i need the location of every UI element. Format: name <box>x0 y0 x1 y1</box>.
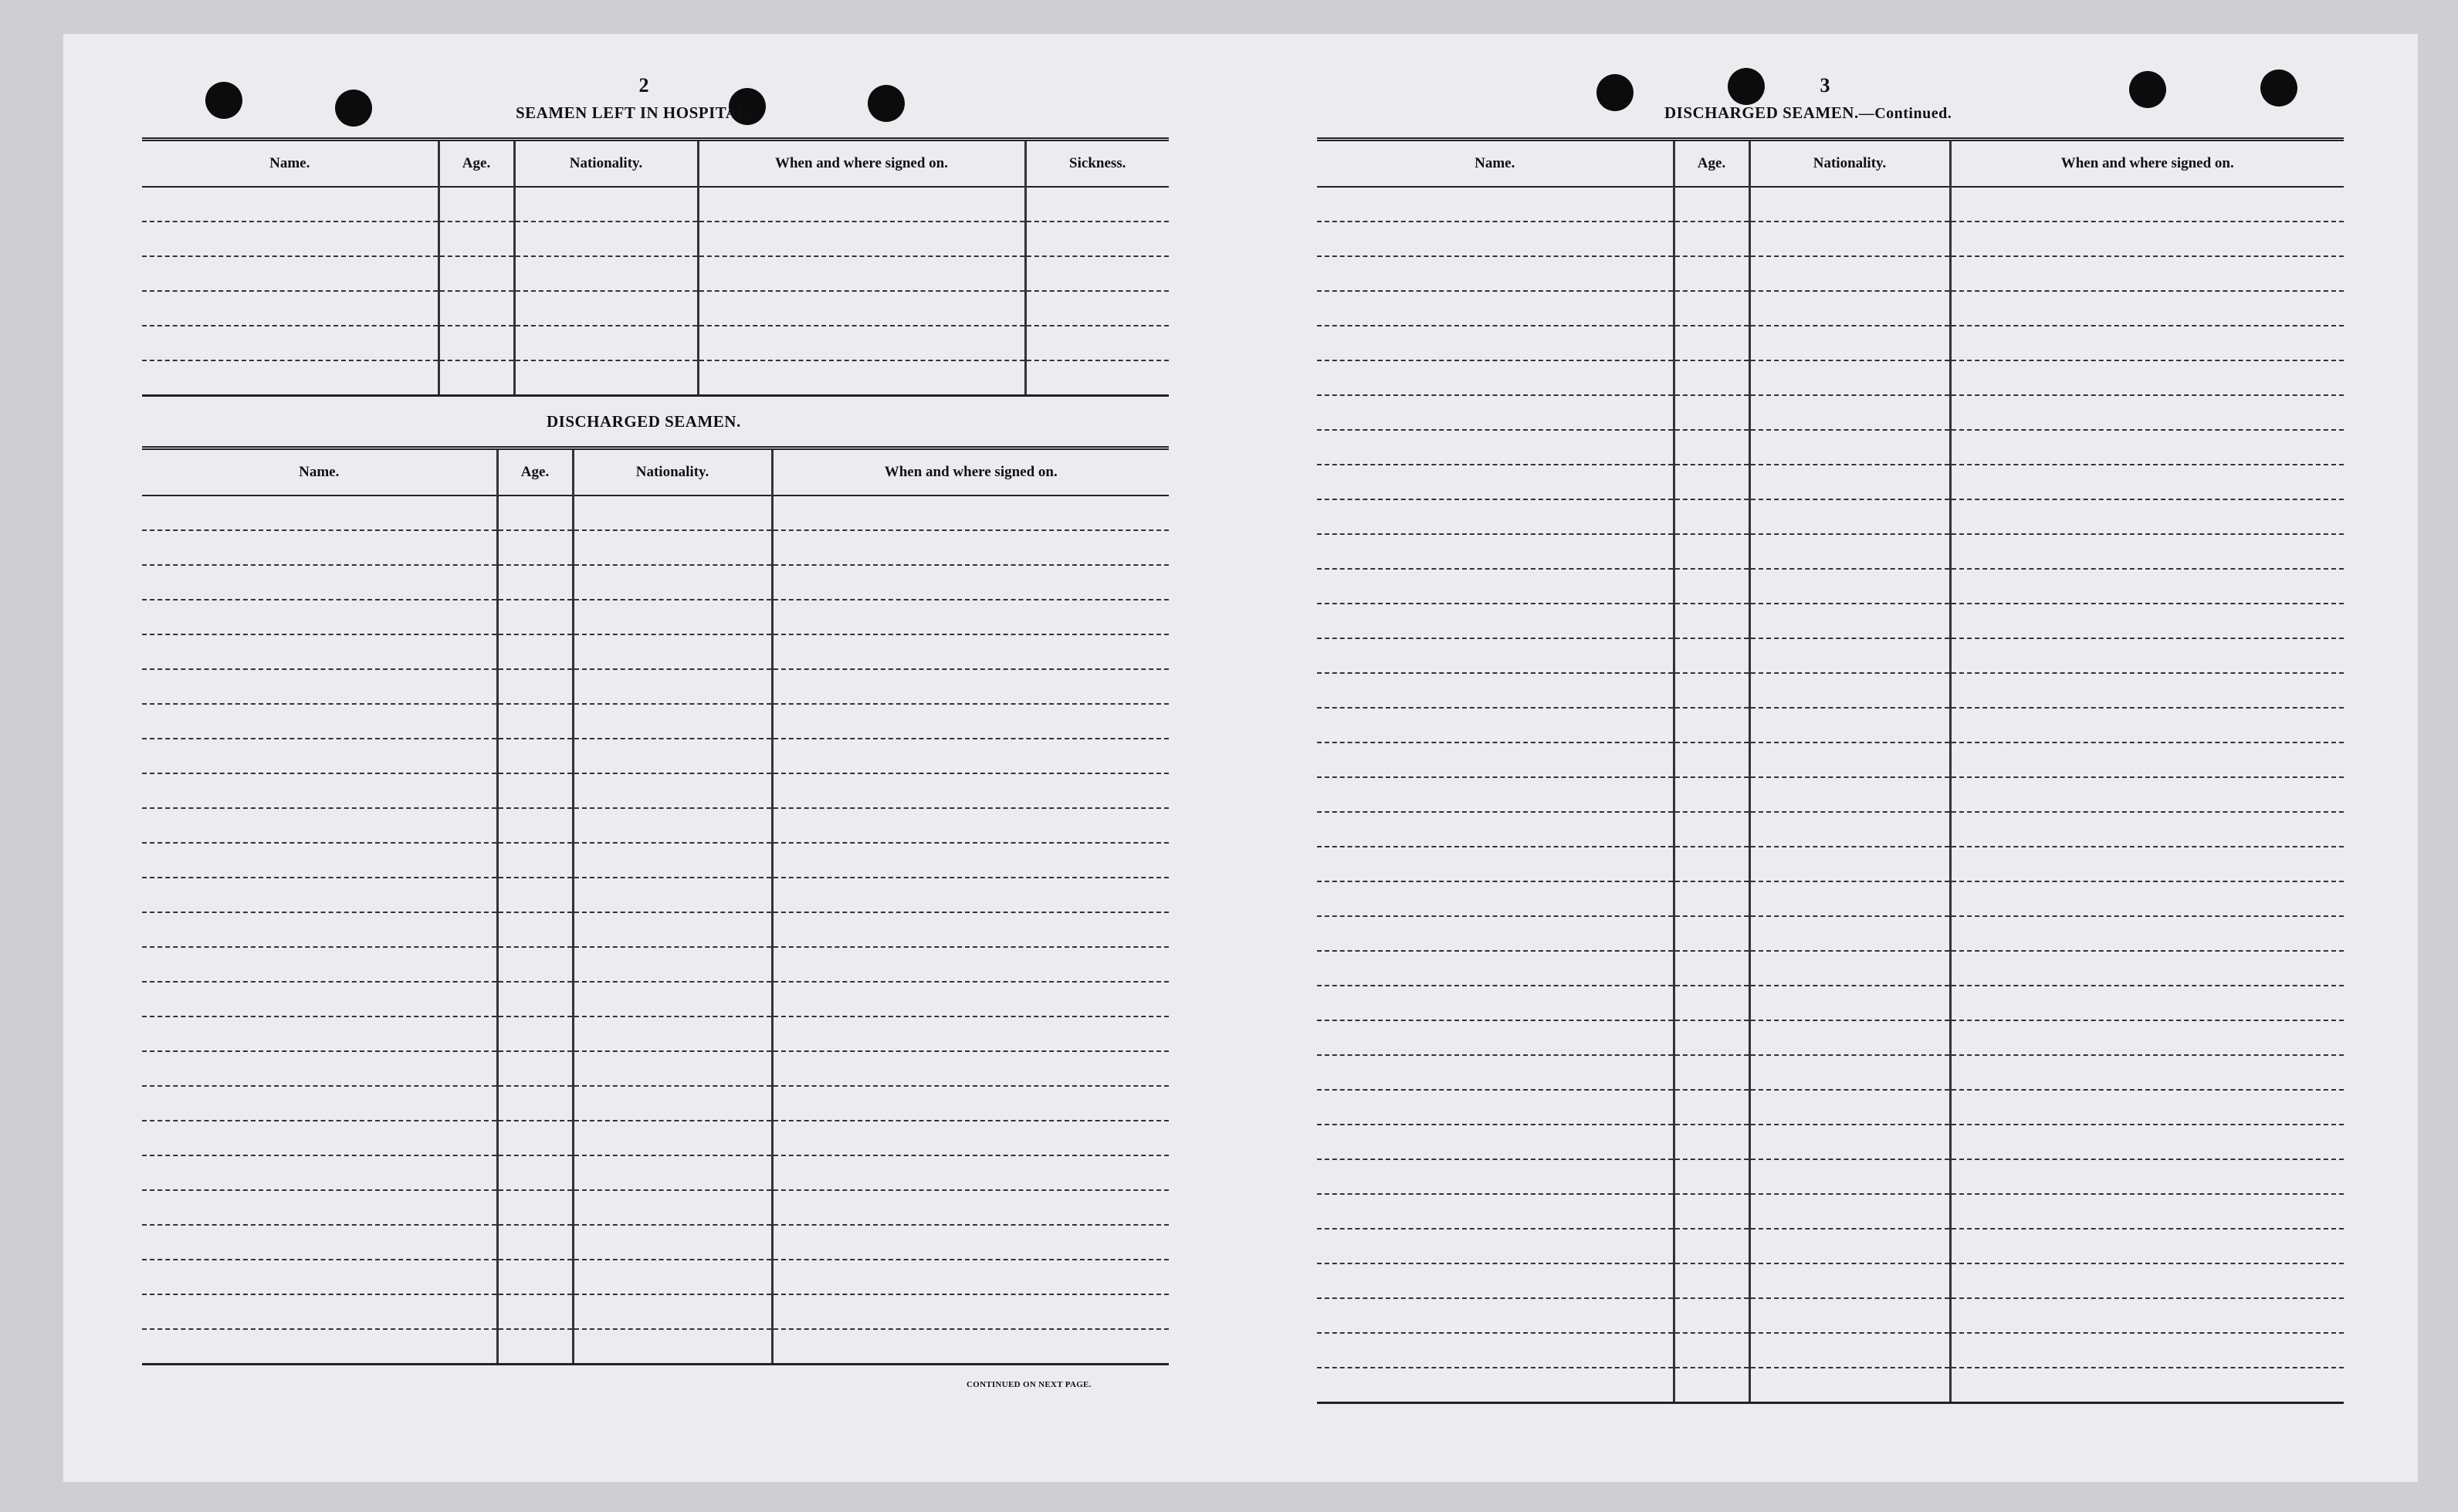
table-row <box>1317 187 2344 222</box>
table-row <box>1317 326 2344 360</box>
table-row <box>142 1155 1169 1190</box>
table-row <box>1317 1333 2344 1368</box>
column-header-age: Age. <box>438 140 514 188</box>
table-row <box>1317 1055 2344 1090</box>
table-row <box>1317 881 2344 916</box>
table-row <box>142 1225 1169 1260</box>
table-row <box>1317 986 2344 1020</box>
table-row <box>142 1121 1169 1155</box>
table-row <box>142 1051 1169 1086</box>
table-row <box>142 912 1169 947</box>
table-row <box>1317 638 2344 673</box>
table-row <box>142 326 1169 360</box>
left-page <box>142 69 1169 1412</box>
table-row <box>142 773 1169 808</box>
table-row <box>142 1294 1169 1329</box>
table-row <box>1317 1159 2344 1194</box>
column-header-nationality: Nationality. <box>573 448 772 496</box>
table-row <box>1317 847 2344 881</box>
discharged-continued-table <box>1317 137 2344 1404</box>
table-row <box>142 1086 1169 1121</box>
column-header-signed-on: When and where signed on. <box>1950 140 2344 188</box>
table-row <box>1317 395 2344 430</box>
column-header-age: Age. <box>497 448 573 496</box>
table-row <box>142 843 1169 878</box>
table-row <box>1317 708 2344 742</box>
section-title-suffix: —Continued. <box>1858 105 1952 122</box>
table-row <box>142 530 1169 565</box>
table-row <box>142 634 1169 669</box>
table-row <box>1317 465 2344 499</box>
table-row <box>142 256 1169 291</box>
table-row <box>142 669 1169 704</box>
table-row <box>1317 499 2344 534</box>
table-row <box>142 739 1169 773</box>
table-row <box>1317 1194 2344 1229</box>
column-header-name: Name. <box>142 448 497 496</box>
column-header-name: Name. <box>1317 140 1674 188</box>
page-number: 2 <box>638 74 649 96</box>
page-number: 3 <box>1820 74 1830 96</box>
discharged-table <box>142 446 1169 1365</box>
table-row <box>1317 777 2344 812</box>
column-header-sickness: Sickness. <box>1025 140 1169 188</box>
right-page <box>1317 69 2344 1382</box>
table-row <box>1317 812 2344 847</box>
discharged-continued-section-title <box>1664 103 1952 123</box>
table-row <box>1317 1125 2344 1159</box>
table-row <box>142 704 1169 739</box>
table-row <box>142 878 1169 912</box>
table-row <box>1317 1229 2344 1263</box>
table-row <box>1317 256 2344 291</box>
column-header-name: Name. <box>142 140 438 188</box>
table-row <box>142 808 1169 843</box>
table-row <box>1317 222 2344 256</box>
table-row <box>142 1329 1169 1365</box>
table-row <box>142 1260 1169 1294</box>
table-row <box>142 600 1169 634</box>
table-row <box>142 565 1169 600</box>
table-row <box>1317 742 2344 777</box>
table-row <box>1317 604 2344 638</box>
table-row <box>1317 534 2344 569</box>
table-row <box>1317 291 2344 326</box>
column-header-nationality: Nationality. <box>514 140 698 188</box>
table-row <box>1317 1020 2344 1055</box>
table-row <box>1317 430 2344 465</box>
table-row <box>142 1190 1169 1225</box>
column-header-age: Age. <box>1674 140 1749 188</box>
table-row <box>1317 1368 2344 1403</box>
continued-footnote: CONTINUED ON NEXT PAGE. <box>967 1380 1092 1389</box>
table-row <box>1317 1090 2344 1125</box>
hospital-section-title: SEAMEN LEFT IN HOSPITAL. <box>516 103 753 122</box>
table-row <box>1317 1263 2344 1298</box>
table-row <box>1317 1298 2344 1333</box>
table-row <box>142 360 1169 396</box>
table-row <box>1317 673 2344 708</box>
column-header-nationality: Nationality. <box>1749 140 1950 188</box>
discharged-section-title: DISCHARGED SEAMEN. <box>547 412 741 431</box>
table-row <box>142 222 1169 256</box>
table-row <box>142 1016 1169 1051</box>
table-row <box>142 187 1169 222</box>
table-row <box>142 291 1169 326</box>
section-title-main: DISCHARGED SEAMEN. <box>1664 103 1859 122</box>
table-row <box>142 496 1169 530</box>
hospital-table <box>142 137 1169 397</box>
table-row <box>142 982 1169 1016</box>
column-header-signed-on: When and where signed on. <box>698 140 1025 188</box>
column-header-signed-on: When and where signed on. <box>772 448 1169 496</box>
table-row <box>1317 360 2344 395</box>
table-row <box>1317 951 2344 986</box>
table-row <box>1317 916 2344 951</box>
table-row <box>142 947 1169 982</box>
table-row <box>1317 569 2344 604</box>
